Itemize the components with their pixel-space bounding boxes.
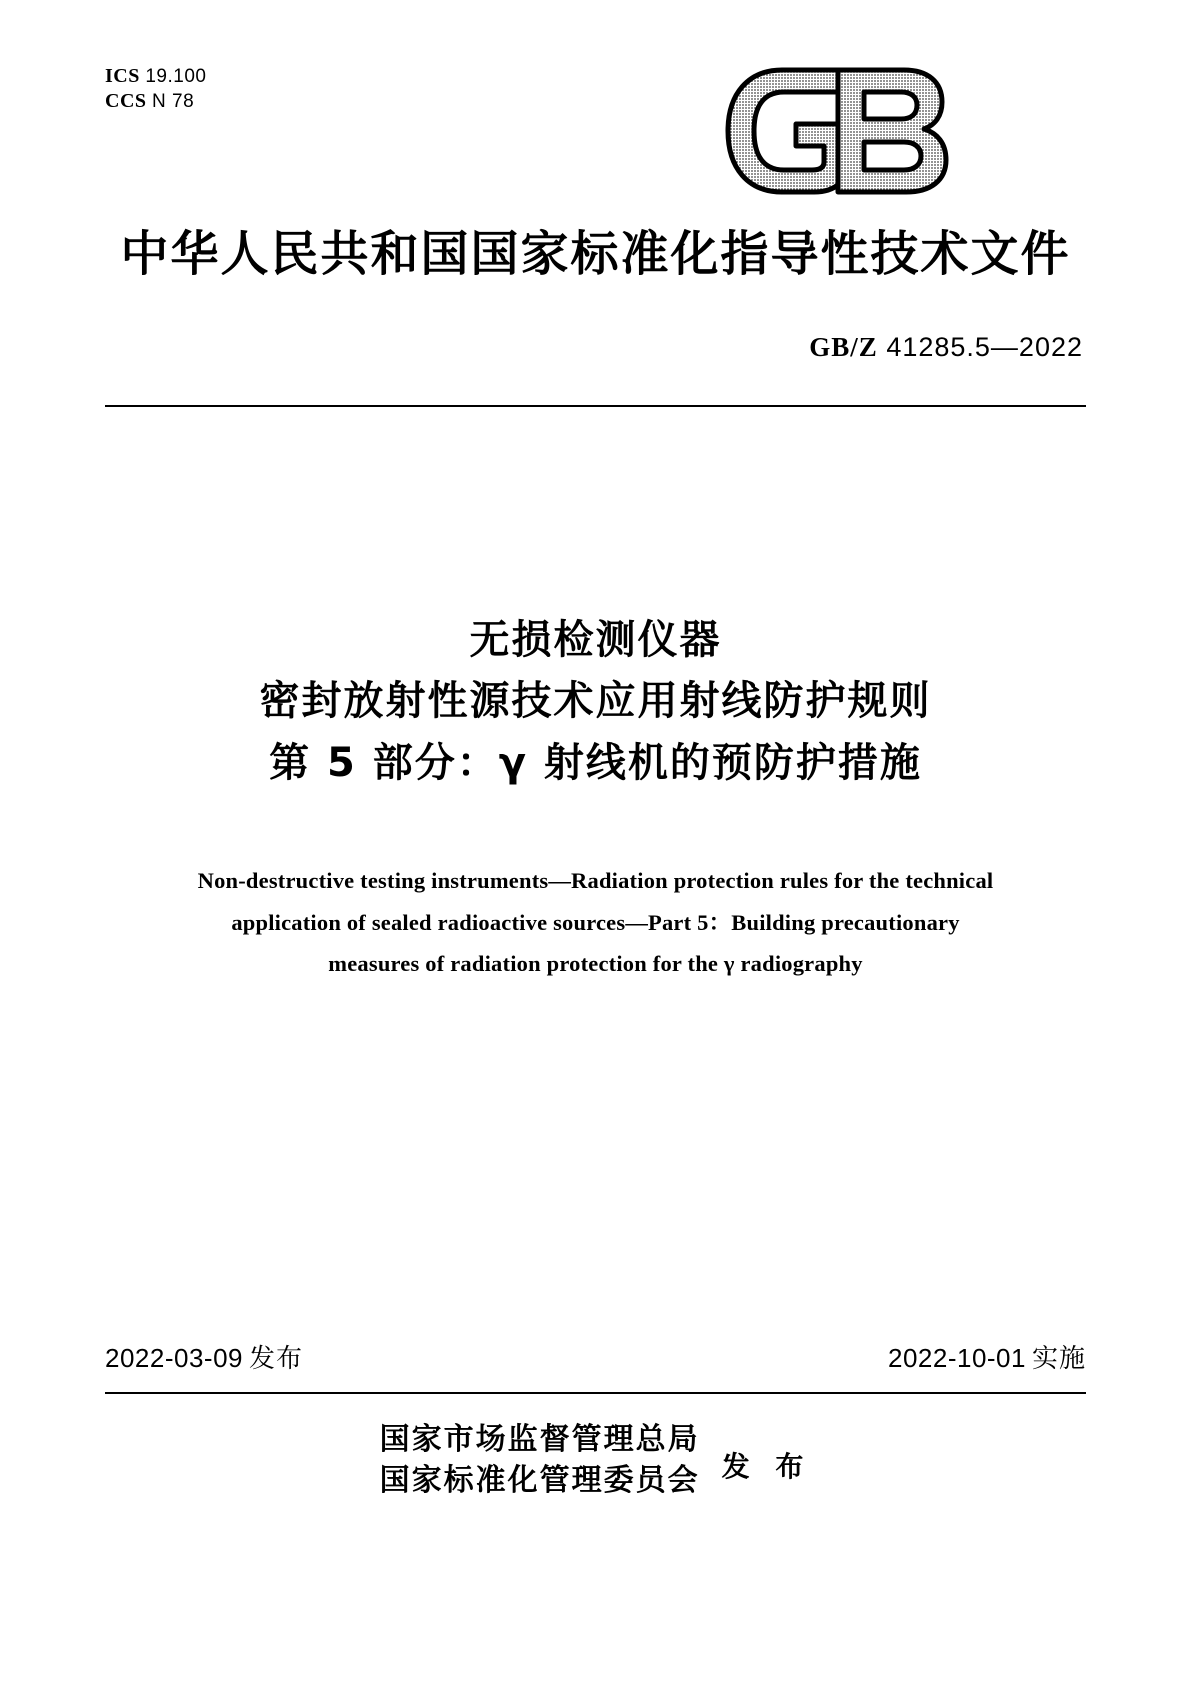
effective-date-group [888,1338,1086,1375]
effective-date: 2022-10-01 [887,1343,1026,1373]
issuer-org-line2: 国家标准化管理委员会 [379,1462,700,1498]
standard-number [809,332,1083,363]
issuer-publish-label: 发 布 [721,1449,812,1483]
ics-line [105,64,206,89]
title-cn-line3: 第 5 部分：γ 射线机的预防护措施 [269,740,922,786]
footer-divider [105,1392,1086,1394]
standard-number-prefix: GB/Z [809,332,878,362]
date-row [105,1338,1086,1375]
gb-logo-icon [718,62,958,200]
header-divider [105,405,1086,407]
national-title: 中华人民共和国国家标准化指导性技术文件 [120,226,1071,282]
issuer-block [0,1420,1191,1501]
document-title-cn [0,610,1191,794]
issue-date-label: 发布 [249,1344,304,1374]
ccs-line [105,89,206,114]
title-en-line1: Non-destructive testing instruments—Radiation protection rules for the technical [197,868,994,893]
issuer-org-line1: 国家市场监督管理总局 [379,1422,700,1457]
ics-value: 19.100 [145,66,207,87]
issue-date-group [105,1338,303,1375]
effective-date-label: 实施 [1031,1344,1086,1374]
title-en-line3: measures of radiation protection for the γ radiography [328,951,863,977]
standard-number-value: 41285.5—2022 [886,332,1083,362]
title-cn-line1: 无损检测仪器 [469,617,722,663]
ccs-label: CCS [105,90,147,112]
issue-date: 2022-03-09 [105,1343,243,1373]
ics-label: ICS [105,65,140,87]
issuer-organizations [380,1420,700,1501]
document-title-en [110,860,1081,985]
title-cn-line2: 密封放射性源技术应用射线防护规则 [259,678,932,724]
title-en-line2: application of sealed radioactive sources—Part 5：Building precautionary [231,909,960,935]
ics-ccs-block [105,64,206,114]
ccs-value: N 78 [152,91,195,112]
